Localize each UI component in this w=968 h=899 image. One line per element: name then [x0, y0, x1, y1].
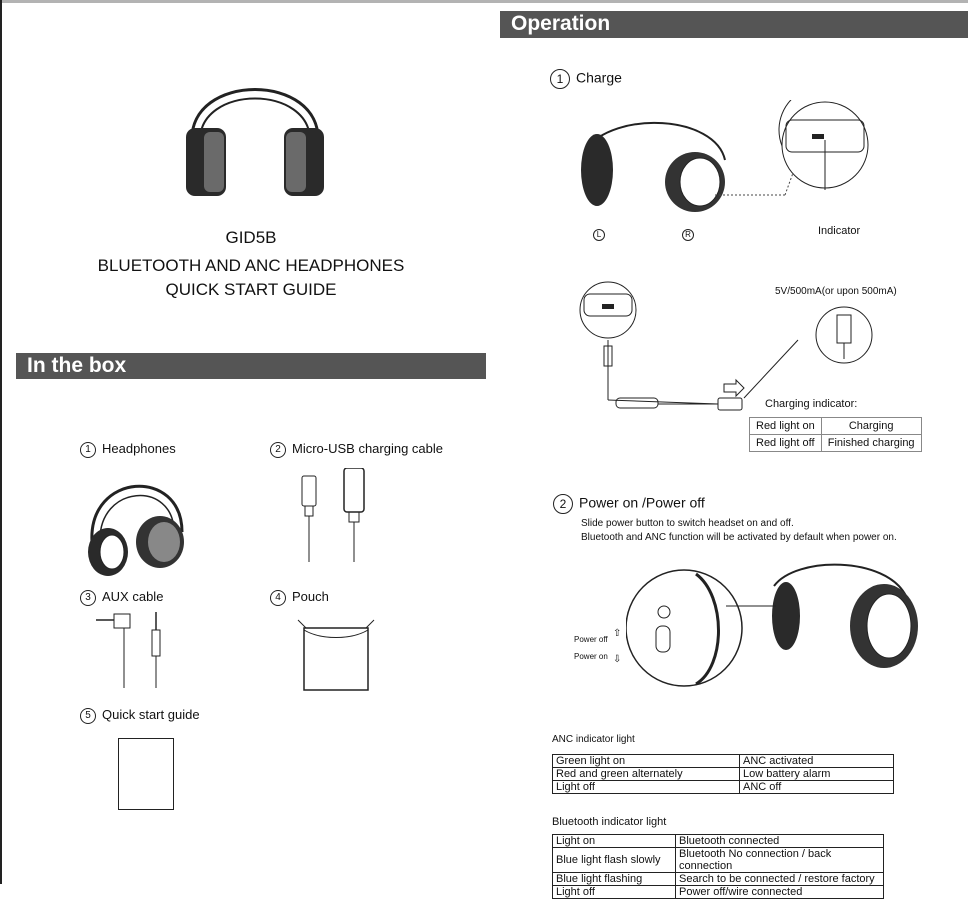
power-switch-illustration [626, 556, 926, 696]
table-row [750, 418, 922, 435]
power-desc-2: Bluetooth and ANC function will be activated by default when power on. [581, 532, 897, 543]
power-spec: 5V/500mA(or upon 500mA) [775, 286, 897, 297]
arrow-down-icon: ⇩ [613, 654, 622, 665]
side-right-label: R [682, 229, 700, 241]
table-cell: Search to be connected / restore factory [676, 873, 884, 886]
aux-cable-icon [94, 610, 174, 690]
item-number: 5 [80, 708, 96, 724]
power-heading [553, 494, 705, 514]
product-title: BLUETOOTH AND ANC HEADPHONES [97, 256, 405, 275]
item-number: 2 [270, 442, 286, 458]
side-left-label: L [593, 229, 611, 241]
item-number: 4 [270, 590, 286, 606]
table-cell: Finished charging [821, 435, 921, 452]
table-row [750, 435, 922, 452]
table-row [553, 781, 894, 794]
table-cell: Red light off [750, 435, 822, 452]
headphones-cover-illustration [180, 52, 330, 200]
arrow-up-icon: ⇧ [613, 628, 622, 639]
table-row [553, 848, 884, 873]
usb-cable-icon [296, 468, 370, 564]
charge-heading [550, 69, 622, 89]
table-row [553, 755, 894, 768]
box-item-pouch [270, 589, 329, 606]
step-number: 2 [553, 494, 573, 514]
left-rule [0, 0, 2, 884]
item-number: 1 [80, 442, 96, 458]
table-row [553, 886, 884, 899]
box-item-headphones [80, 441, 176, 458]
usb-plug-zoom [814, 305, 874, 365]
charge-port-zoom [780, 100, 870, 190]
table-cell: Red and green alternately [553, 768, 740, 781]
power-off-label: Power off [574, 635, 608, 644]
table-cell: Blue light flashing [553, 873, 676, 886]
step-number: 1 [550, 69, 570, 89]
bluetooth-table [552, 834, 884, 899]
operation-banner: Operation [500, 11, 968, 38]
box-item-aux-cable [80, 589, 163, 606]
table-cell: Power off/wire connected [676, 886, 884, 899]
table-cell: Low battery alarm [740, 768, 894, 781]
anc-table [552, 754, 894, 794]
in-the-box-banner: In the box [16, 353, 486, 379]
charging-indicator-title: Charging indicator: [765, 398, 858, 410]
box-item-usb-cable [270, 441, 443, 458]
top-rule [0, 0, 968, 3]
power-on-label: Power on [574, 652, 608, 661]
power-label: Power on /Power off [579, 494, 705, 511]
table-cell: Charging [821, 418, 921, 435]
table-cell: ANC activated [740, 755, 894, 768]
indicator-label: Indicator [818, 225, 861, 237]
box-item-guide [80, 707, 200, 724]
table-cell: Bluetooth connected [676, 835, 884, 848]
table-row [553, 835, 884, 848]
table-cell: Light off [553, 886, 676, 899]
guide-title: QUICK START GUIDE [165, 280, 337, 299]
model-name: GID5B [225, 228, 277, 247]
table-cell: Red light on [750, 418, 822, 435]
charging-indicator-table [749, 417, 922, 452]
table-cell: Blue light flash slowly [553, 848, 676, 873]
table-row [553, 768, 894, 781]
item-label: Headphones [102, 441, 176, 456]
headphones-icon [82, 462, 192, 578]
table-cell: ANC off [740, 781, 894, 794]
table-cell: Bluetooth No connection / back connection [676, 848, 884, 873]
charge-label: Charge [576, 69, 622, 86]
item-label: Micro-USB charging cable [292, 441, 444, 456]
power-desc-1: Slide power button to switch headset on and off. [581, 518, 794, 529]
table-cell: Green light on [553, 755, 740, 768]
anc-title: ANC indicator light [552, 734, 635, 745]
item-number: 3 [80, 590, 96, 606]
item-label: AUX cable [102, 589, 164, 604]
table-cell: Light on [553, 835, 676, 848]
pouch-icon [296, 614, 376, 694]
bluetooth-title: Bluetooth indicator light [552, 816, 667, 828]
table-cell: Light off [553, 781, 740, 794]
item-label: Quick start guide [102, 707, 200, 722]
guide-booklet-icon [118, 738, 174, 810]
item-label: Pouch [292, 589, 329, 604]
